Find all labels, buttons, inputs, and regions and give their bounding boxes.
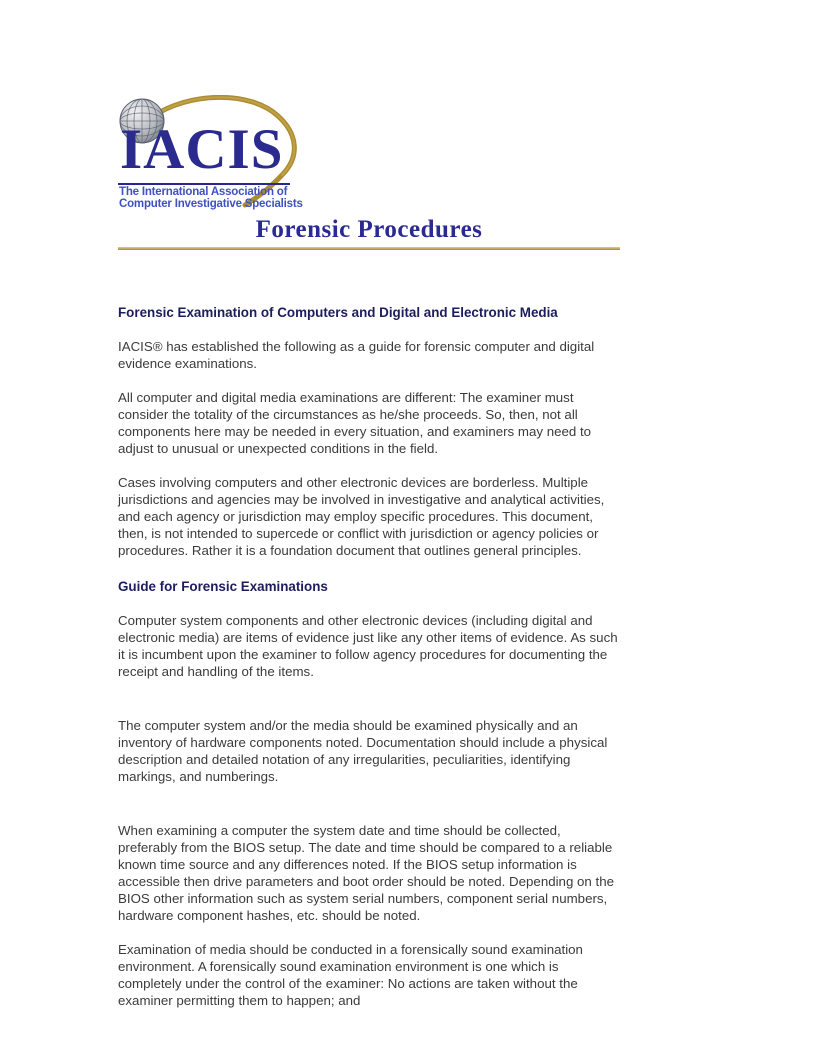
doc-paragraph-5: The computer system and/or the media should be examined physically and an inventory of hardware components noted. Documentation should include a physical description and detailed notation of any irregularities, peculiarities, identifying markings, and numberings. <box>118 718 608 784</box>
logo-tagline-line1: The International Association of <box>119 186 288 198</box>
logo-tagline-line2: Computer Investigative Specialists <box>119 197 303 210</box>
document-content <box>118 0 620 1009</box>
doc-heading-1: Forensic Examination of Computers and Digital and Electronic Media <box>118 305 558 320</box>
logo-tagline <box>119 187 303 210</box>
doc-paragraph-3: Cases involving computers and other electronic devices are borderless. Multiple jurisdictions and agencies may be involved in investigative and analytical activities, and each agency or jurisdiction may employ specific procedures. This document, then, is not intended to supercede or conflict with jurisdiction or agency policies or procedures. Rather it is a foundation document that outlines general principles. <box>118 475 605 558</box>
logo-divider <box>118 183 290 185</box>
doc-paragraph-2: All computer and digital media examinations are different: The examiner must consider the totality of the circumstances as he/she proceeds. So, then, not all components here may be needed in every situation, and examiners may need to adjust to unusual or unexpected conditions in the field. <box>118 390 592 456</box>
doc-paragraph-6: When examining a computer the system date and time should be collected, preferably from the BIOS setup. The date and time should be compared to a reliable known time source and any differences noted. If the BIOS setup information is accessible then drive parameters and boot order should be noted. Depending on the BIOS other information such as system serial numbers, component serial numbers, hardware component hashes, etc. should be noted. <box>118 823 615 923</box>
doc-heading-2: Guide for Forensic Examinations <box>118 579 328 594</box>
page-title: Forensic Procedures <box>255 216 483 243</box>
iacis-logo <box>118 95 303 210</box>
doc-paragraph-4: Computer system components and other electronic devices (including digital and electronic media) are items of evidence just like any other items of evidence. As such it is incumbent upon the examiner to follow agency procedures for documenting the receipt and handling of the items. <box>118 613 618 679</box>
doc-paragraph-7: Examination of media should be conducted in a forensically sound examination environment. A forensically sound examination environment is one which is completely under the control of the examiner: No actions are taken without the examiner permitting them to happen; and <box>118 942 583 1008</box>
doc-paragraph-1: IACIS® has established the following as a guide for forensic computer and digital evidence examinations. <box>118 339 595 371</box>
title-rule <box>118 247 620 250</box>
logo-acronym: IACIS <box>120 118 284 181</box>
title-block <box>118 216 620 244</box>
